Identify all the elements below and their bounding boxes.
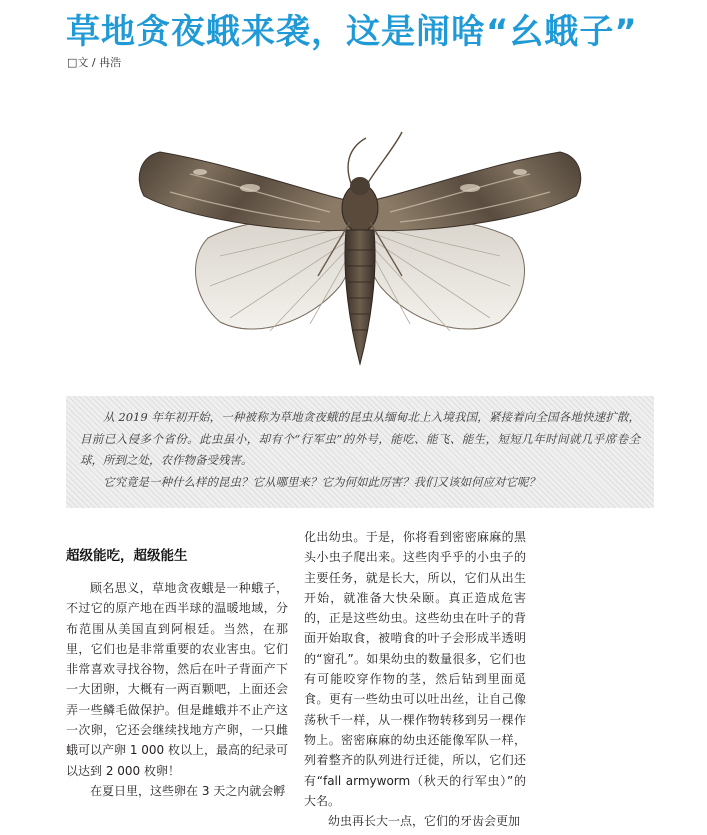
body-column-left	[66, 546, 288, 801]
intro-paragraph-1: 从 2019 年年初开始，一种被称为草地贪夜蛾的昆虫从缅甸北上入境我国，紧接着向全国各地快速扩散，目前已入侵多个省份。此虫虽小，却有个“行军虫”的外号，能吃、能飞、能生，短短几年时间就几乎席卷全球，所到之处，农作物备受残害。	[80, 410, 640, 467]
intro-paragraph-2: 它究竟是一种什么样的昆虫？它从哪里来？它为何如此厉害？我们又该如何应对它呢？	[103, 474, 540, 489]
body-column-right	[304, 527, 526, 831]
intro-box	[66, 396, 654, 508]
antenna-right	[366, 132, 402, 186]
byline: □文 / 冉浩	[67, 56, 122, 69]
moth-head	[350, 177, 370, 195]
section-heading: 超级能吃，超级能生	[66, 548, 188, 564]
hindwing-left	[196, 217, 357, 329]
article-title: 草地贪夜蛾来袭，这是闹啥“幺蛾子”	[66, 12, 638, 52]
hindwing-right	[365, 217, 525, 329]
body-paragraph: 在夏日里，这些卵在 3 天之内就会孵	[90, 783, 286, 798]
body-paragraph: 化出幼虫。于是，你将看到密密麻麻的黑头小虫子爬出来。这些肉乎乎的小虫子的主要任务，就是长大，所以，它们从出生开始，就准备大快朵颐。真正造成危害的，正是这些幼虫。这些幼虫在叶子的背面开始取食，被啃食的叶子会形成半透明的“窗孔”。如果幼虫的数量很多，它们也有可能咬穿作物的茎，然后钻到里面觅食。更有一些幼虫可以吐出丝，让自己像荡秋千一样，从一棵作物转移到另一棵作物上。密密麻麻的幼虫还能像军队一样，列着整齐的队列进行迁徙，所以，它们还有“fall armyworm（秋天的行军虫）”的大名。	[304, 530, 526, 808]
moth-photo	[130, 126, 590, 384]
body-paragraph: 幼虫再长大一点，它们的牙齿会更加	[328, 814, 521, 829]
body-paragraph: 顾名思义，草地贪夜蛾是一种蛾子，不过它的原产地在西半球的温暖地域，分布范围从美国直到阿根廷。当然，在那里，它们也是非常重要的农业害虫。它们非常喜欢寻找谷物，然后在叶子背面产下一大团卵，大概有一两百颗吧，上面还会弄一些鳞毛做保护。但是雌蛾并不止产这一次卵，它还会继续找地方产卵，一只雌蛾可以产卵 1 000 枚以上，最高的纪录可以达到 2 000 枚卵！	[66, 581, 288, 778]
